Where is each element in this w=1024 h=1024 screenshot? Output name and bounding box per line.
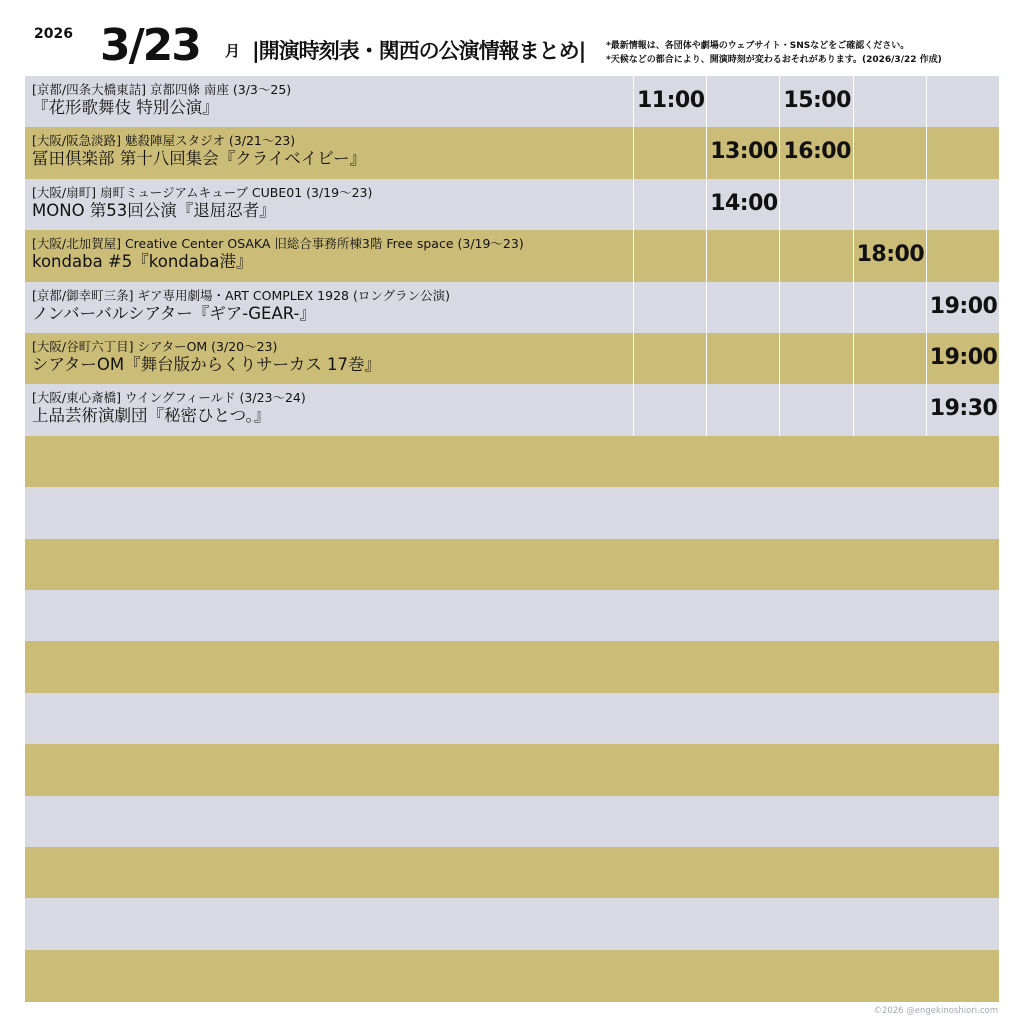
empty-row bbox=[25, 744, 999, 796]
empty-row bbox=[25, 590, 999, 642]
event-title: 冨田倶楽部 第十八回集会『クライベイビー』 bbox=[32, 149, 367, 169]
time-slot-cell bbox=[706, 384, 780, 436]
event-row bbox=[25, 333, 999, 385]
event-info bbox=[32, 339, 632, 376]
empty-row bbox=[25, 796, 999, 848]
event-venue: [大阪/扇町] 扇町ミュージアムキューブ CUBE01 (3/19〜23) bbox=[32, 184, 373, 200]
time-slot-cell bbox=[706, 282, 780, 334]
event-info bbox=[32, 288, 632, 325]
time-slot-cell bbox=[706, 333, 780, 385]
empty-row bbox=[25, 693, 999, 745]
time-slot-cell bbox=[633, 282, 707, 334]
event-info bbox=[32, 82, 632, 119]
event-info bbox=[32, 133, 632, 170]
copyright-credit: ©2026 @engekinoshiori.com bbox=[873, 1006, 998, 1016]
event-venue: [大阪/阪急淡路] 魅殺陣屋スタジオ (3/21〜23) bbox=[32, 133, 296, 149]
empty-row bbox=[25, 847, 999, 899]
start-time: 16:00 bbox=[783, 139, 851, 165]
event-title: 『花形歌舞伎 特別公演』 bbox=[32, 98, 219, 117]
time-slot-cell bbox=[633, 179, 707, 231]
start-time: 15:00 bbox=[783, 88, 851, 113]
schedule-board bbox=[25, 76, 999, 1000]
start-time: 19:30 bbox=[929, 396, 998, 422]
note-latest-info: *最新情報は、各団体や劇場のウェブサイト・SNSなどをご確認ください。 bbox=[606, 41, 910, 51]
time-slot-cell bbox=[853, 384, 927, 436]
event-title: kondaba #5『kondaba港』 bbox=[32, 252, 253, 272]
empty-row bbox=[25, 487, 999, 539]
event-venue: [大阪/北加賀屋] Creative Center OSAKA 旧総合事務所棟3階 Free space (3/19〜23) bbox=[32, 236, 524, 252]
time-slot-cell bbox=[706, 230, 780, 282]
time-slot-cell bbox=[633, 230, 707, 282]
empty-row bbox=[25, 898, 999, 950]
event-info bbox=[32, 390, 632, 427]
note-weather: *天候などの都合により、開演時刻が変わるおそれがあります。(2026/3/22 作成) bbox=[606, 55, 942, 65]
event-venue: [大阪/谷町六丁目] シアターOM (3/20〜23) bbox=[32, 339, 278, 354]
event-row bbox=[25, 127, 999, 179]
event-row bbox=[25, 179, 999, 231]
empty-row bbox=[25, 950, 999, 1002]
time-slot-cell bbox=[853, 333, 927, 385]
time-slot-cell bbox=[853, 76, 927, 128]
start-time: 14:00 bbox=[710, 190, 778, 216]
start-time: 18:00 bbox=[856, 242, 925, 268]
year-label: 2026 bbox=[34, 26, 73, 42]
event-title: ノンバーバルシアター『ギア-GEAR-』 bbox=[32, 303, 316, 323]
event-venue: [京都/御幸町三条] ギア専用劇場・ART COMPLEX 1928 (ロングラン公演) bbox=[32, 287, 450, 303]
time-slot-cell bbox=[779, 179, 853, 231]
empty-row bbox=[25, 641, 999, 693]
time-slot-cell bbox=[926, 179, 1000, 231]
time-slot-cell bbox=[853, 179, 927, 231]
page-title: |開演時刻表・関西の公演情報まとめ| bbox=[252, 39, 586, 63]
header bbox=[0, 0, 1024, 76]
empty-row bbox=[25, 436, 999, 488]
time-slot-cell bbox=[779, 333, 853, 385]
start-time: 19:00 bbox=[929, 293, 998, 319]
start-time: 19:00 bbox=[929, 345, 998, 370]
time-slot-cell bbox=[706, 76, 780, 128]
date-label: 3/23 bbox=[100, 20, 200, 71]
event-title: 上品芸術演劇団『秘密ひとつ。』 bbox=[32, 406, 271, 426]
event-venue: [京都/四条大橋東詰] 京都四條 南座 (3/3〜25) bbox=[32, 82, 292, 97]
time-slot-cell bbox=[779, 230, 853, 282]
header-notes bbox=[606, 39, 942, 67]
event-info bbox=[32, 185, 632, 222]
time-slot-cell bbox=[633, 384, 707, 436]
weekday-label: 月 bbox=[225, 42, 241, 60]
time-slot-cell bbox=[779, 384, 853, 436]
event-row bbox=[25, 282, 999, 334]
event-row bbox=[25, 76, 999, 128]
event-info bbox=[32, 236, 632, 273]
time-slot-cell bbox=[853, 282, 927, 334]
event-row bbox=[25, 230, 999, 282]
time-slot-cell bbox=[926, 127, 1000, 179]
event-title: シアターOM『舞台版からくりサーカス 17巻』 bbox=[32, 355, 381, 374]
time-slot-cell bbox=[633, 333, 707, 385]
time-slot-cell bbox=[853, 127, 927, 179]
start-time: 13:00 bbox=[710, 139, 778, 165]
event-title: MONO 第53回公演『退屈忍者』 bbox=[32, 200, 276, 220]
time-slot-cell bbox=[633, 127, 707, 179]
empty-row bbox=[25, 539, 999, 591]
event-row bbox=[25, 384, 999, 436]
time-slot-cell bbox=[926, 76, 1000, 128]
time-slot-cell bbox=[779, 282, 853, 334]
time-slot-cell bbox=[926, 230, 1000, 282]
start-time: 11:00 bbox=[637, 88, 705, 113]
event-venue: [大阪/東心斎橋] ウイングフィールド (3/23〜24) bbox=[32, 390, 306, 406]
